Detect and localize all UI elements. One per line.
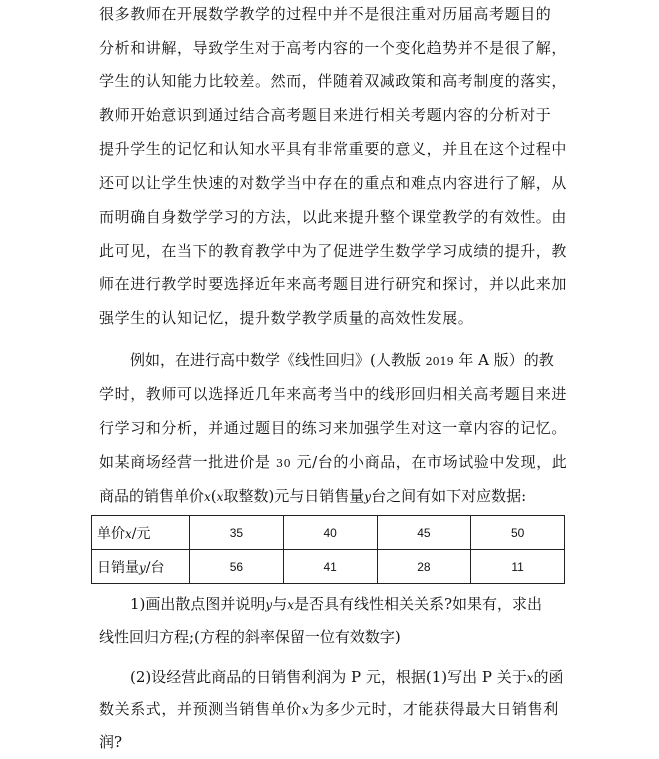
paragraph-line: 例如，在进行高中数学《线性回归》(人教版 2019 年 A 版）的教	[130, 351, 554, 369]
paragraph-line: 商品的销售单价x(x取整数)元与日销售量y台之间有如下对应数据:	[99, 487, 527, 505]
paragraph-line: 行学习和分析，并通过题目的练习来加强学生对这一章内容的记忆。	[99, 419, 568, 437]
paragraph-line: 师在进行教学时要选择近年来高考题目进行研究和探讨，并以此来加	[99, 275, 568, 293]
math-var: y	[364, 490, 372, 504]
math-var: x	[287, 598, 294, 612]
table-cell: 56	[190, 550, 284, 584]
question-line: (2)设经营此商品的日销售利润为 P 元，根据(1)写出 P 关于x的函	[130, 668, 564, 686]
paragraph-line: 提升学生的记忆和认知水平具有非常重要的意义，并且在这个过程中	[99, 140, 568, 158]
math-var: x	[526, 671, 534, 685]
table-cell: 40	[283, 516, 377, 550]
paragraph-line: 还可以让学生快速的对数学当中存在的重点和难点内容进行了解，从	[99, 174, 568, 192]
paragraph-line: 学生的认知能力比较差。然而，伴随着双减政策和高考制度的落实，	[99, 72, 568, 90]
table-cell: 35	[190, 516, 284, 550]
question-line: 1)画出散点图并说明y与x是否具有线性相关关系?如果有，求出	[130, 595, 543, 613]
table-cell: 11	[471, 550, 565, 584]
math-var: x	[204, 490, 211, 504]
table-cell: 50	[471, 516, 565, 550]
paragraph-line: 强学生的认知记忆，提升数学教学质量的高效性发展。	[99, 309, 474, 327]
paragraph-line: 而明确自身数学学习的方法，以此来提升整个课堂教学的有效性。由	[99, 208, 568, 226]
row-header-price: 单价x/元	[92, 516, 190, 550]
question-line: 线性回归方程;(方程的斜率保留一位有效数字)	[99, 628, 401, 646]
table-cell: 45	[377, 516, 471, 550]
table-cell: 28	[377, 550, 471, 584]
question-line: 数关系式，并预测当销售单价x为多少元时，才能获得最大日销售利	[99, 700, 559, 718]
paragraph-line: 教师开始意识到通过结合高考题目来进行相关考题内容的分析对于	[99, 106, 552, 124]
math-var: y	[265, 598, 273, 612]
math-var: x	[301, 703, 310, 717]
row-header-sales: 日销量y/台	[92, 550, 190, 584]
paragraph-line: 学时，教师可以选择近几年来高考当中的线形回归相关高考题目来进	[99, 385, 568, 403]
table-row	[92, 516, 565, 550]
paragraph-line: 如某商场经营一批进价是 30 元/台的小商品，在市场试验中发现，此	[99, 453, 568, 471]
paragraph-line: 很多教师在开展数学教学的过程中并不是很注重对历届高考题目的	[99, 5, 552, 23]
table-cell: 41	[283, 550, 377, 584]
data-table	[91, 515, 565, 584]
question-line: 润?	[99, 733, 123, 751]
math-var: x	[216, 490, 224, 504]
paragraph-line: 此可见，在当下的教育教学中为了促进学生数学学习成绩的提升，教	[99, 242, 568, 260]
table-row	[92, 550, 565, 584]
paragraph-line: 分析和讲解，导致学生对于高考内容的一个变化趋势并不是很了解，	[99, 39, 568, 57]
